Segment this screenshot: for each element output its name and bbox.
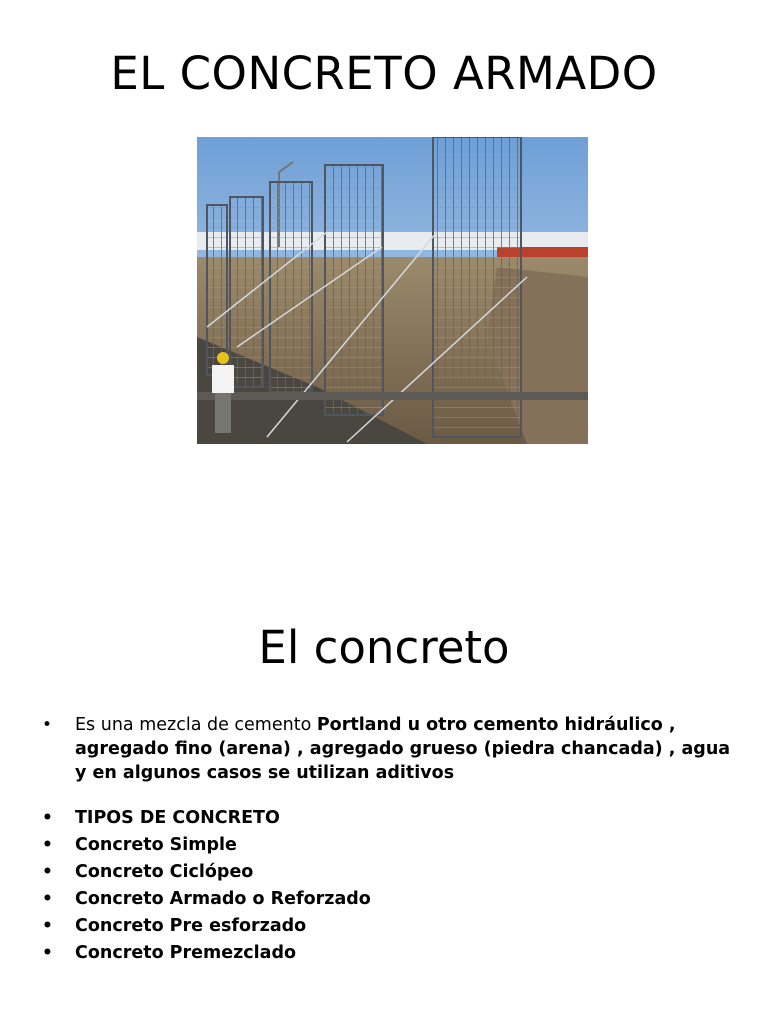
slide-2-title: El concreto [258, 621, 510, 674]
list-item [42, 940, 742, 967]
list-item-text: Concreto Ciclópeo [75, 862, 254, 882]
bullet-list [42, 713, 742, 967]
list-item [42, 913, 742, 940]
definition-bullet [42, 713, 742, 785]
bullet-dot-icon: • [42, 916, 53, 936]
bullet-dot-icon: • [42, 835, 53, 855]
list-item-text: Concreto Simple [75, 835, 237, 855]
definition-text-bold: Portland u otro cemento hidráulico , agregado fino (arena) , agregado grueso (piedra chancada) , agua y en algunos casos se utilizan aditivos [75, 715, 731, 783]
list-item [42, 832, 742, 859]
list-item-text: Concreto Premezclado [75, 943, 297, 963]
bullet-dot-icon: • [42, 715, 53, 735]
slide-1-title: EL CONCRETO ARMADO [110, 47, 658, 100]
list-item-text: TIPOS DE CONCRETO [75, 808, 280, 828]
list-item-text: Concreto Armado o Reforzado [75, 889, 371, 909]
bullet-dot-icon: • [42, 889, 53, 909]
bullet-dot-icon: • [42, 943, 53, 963]
bullet-dot-icon: • [42, 862, 53, 882]
list-item [42, 805, 742, 832]
list-item [42, 859, 742, 886]
definition-text-normal: Es una mezcla de cemento [75, 715, 317, 735]
list-item-text: Concreto Pre esforzado [75, 916, 307, 936]
reinforced-columns-photo [197, 137, 588, 444]
bullet-dot-icon: • [42, 808, 53, 828]
list-item [42, 886, 742, 913]
